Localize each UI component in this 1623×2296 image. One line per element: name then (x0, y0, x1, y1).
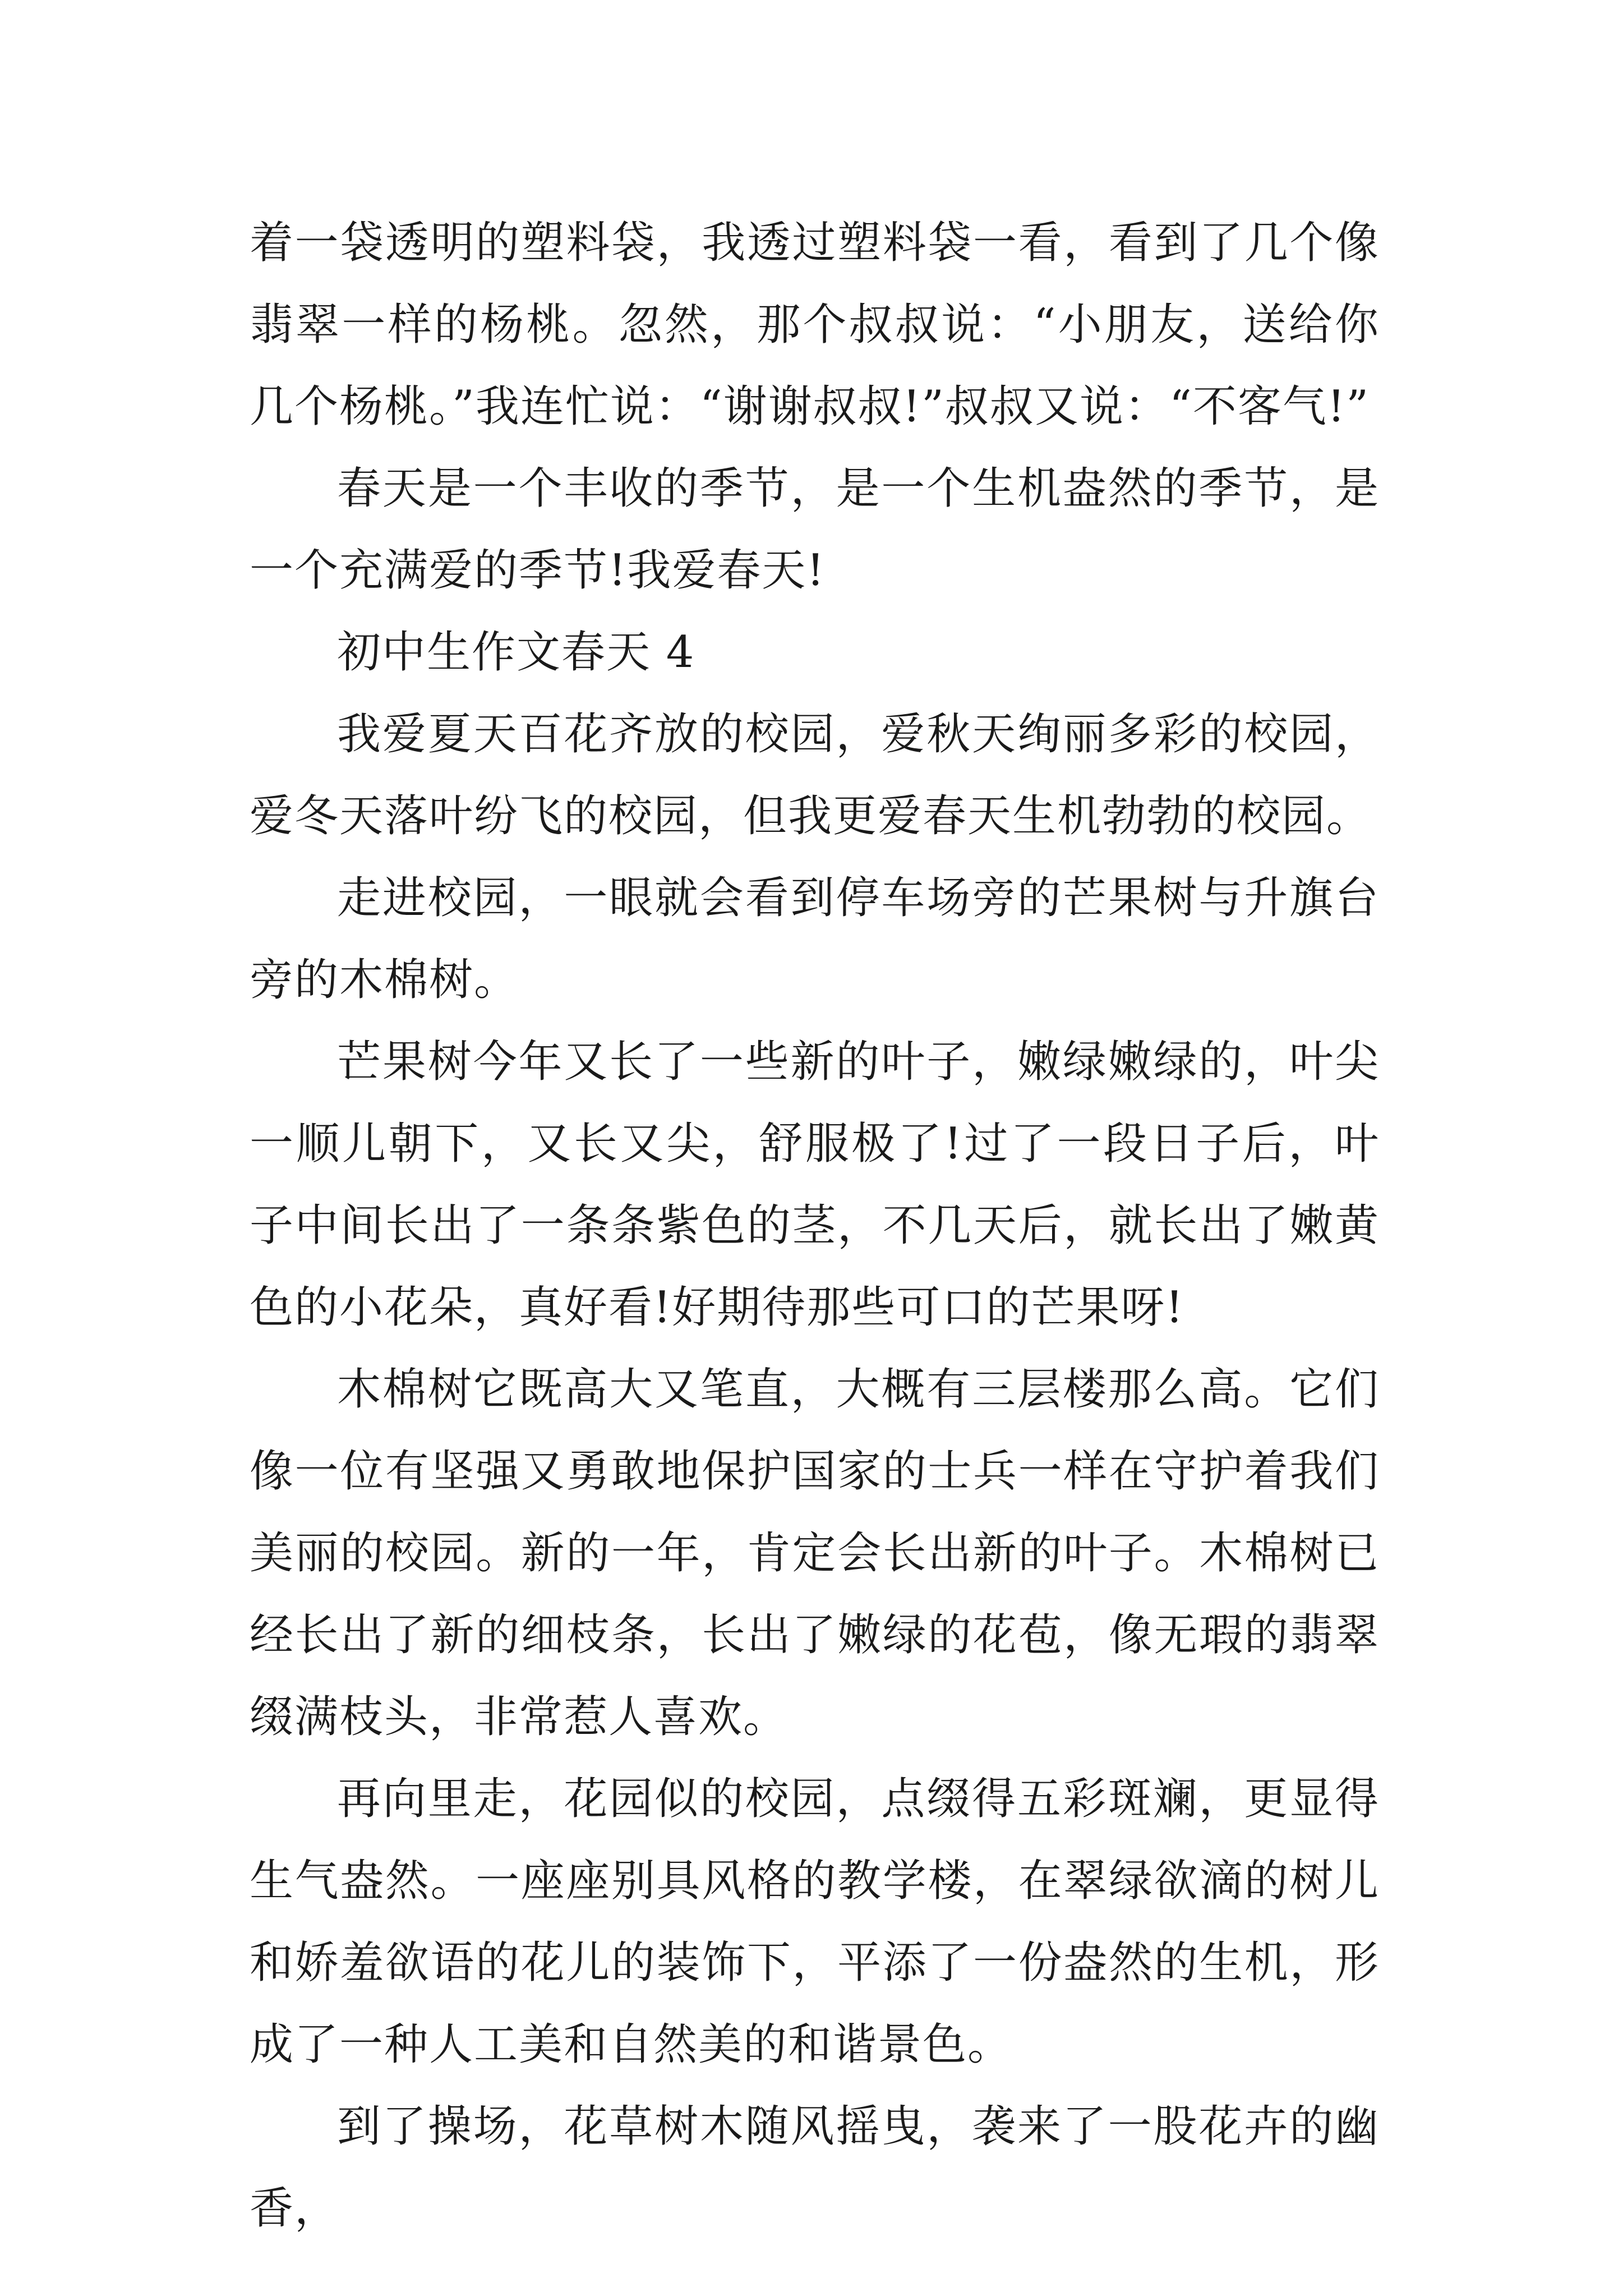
paragraph: 芒果树今年又长了一些新的叶子，嫩绿嫩绿的，叶尖一顺儿朝下，又长又尖，舒服极了!过了一段日子后，叶子中间长出了一条条紫色的茎，不几天后，就长出了嫩黄色的小花朵，真好看!好期待那些可口的芒果呀! (250, 1037, 1380, 1333)
document-body (250, 202, 1380, 2249)
paragraph: 到了操场，花草树木随风摇曳，袭来了一股花卉的幽香， (250, 2101, 1380, 2234)
paragraph-continuation: 着一袋透明的塑料袋，我透过塑料袋一看，看到了几个像翡翠一样的杨桃。忽然，那个叔叔说：“小朋友，送给你几个杨桃。”我连忙说：“谢谢叔叔!”叔叔又说：“不客气!” (250, 218, 1380, 432)
paragraph: 走进校园，一眼就会看到停车场旁的芒果树与升旗台旁的木棉树。 (250, 873, 1380, 1005)
paragraph: 木棉树它既高大又笔直，大概有三层楼那么高。它们像一位有坚强又勇敢地保护国家的士兵一样在守护着我们美丽的校园。新的一年，肯定会长出新的叶子。木棉树已经长出了新的细枝条，长出了嫩绿的花苞，像无瑕的翡翠缀满枝头，非常惹人喜欢。 (250, 1364, 1380, 1742)
paragraph: 春天是一个丰收的季节，是一个生机盎然的季节，是一个充满爱的季节!我爱春天! (250, 463, 1380, 596)
paragraph: 我爱夏天百花齐放的校园，爱秋天绚丽多彩的校园，爱冬天落叶纷飞的校园，但我更爱春天生机勃勃的校园。 (250, 709, 1380, 841)
paragraph: 再向里走，花园似的校园，点缀得五彩斑斓，更显得生气盎然。一座座别具风格的教学楼，在翠绿欲滴的树儿和娇羞欲语的花儿的装饰下，平添了一份盎然的生机，形成了一种人工美和自然美的和谐景色。 (250, 1774, 1380, 2070)
section-heading: 初中生作文春天 4 (337, 627, 695, 678)
